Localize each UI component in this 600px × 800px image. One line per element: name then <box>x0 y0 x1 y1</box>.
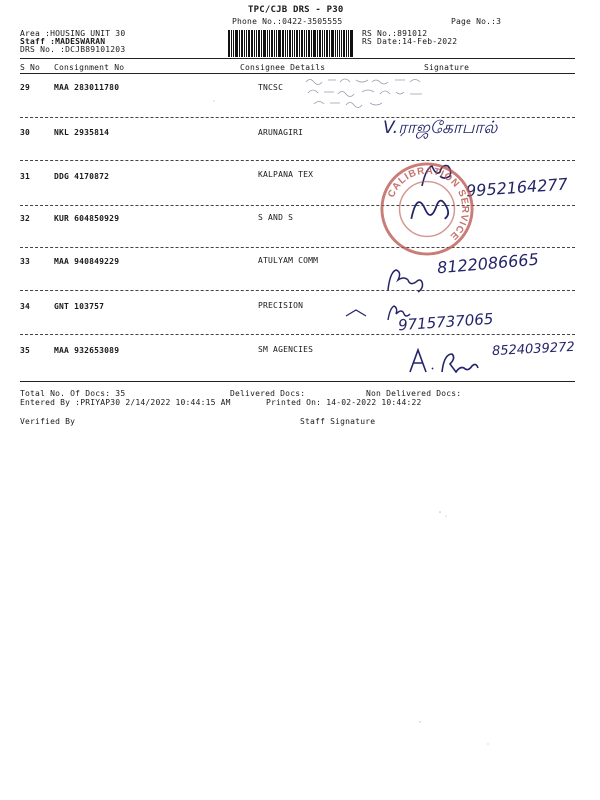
row-consignment: DDG 4170872 <box>54 172 110 181</box>
verified-by: Verified By <box>20 417 76 426</box>
stamp-text: CALIBRATION SERVICE <box>385 165 471 243</box>
drs-number: DRS No. :DCJB89101203 <box>20 45 126 54</box>
row-consignee: ATULYAM COMM <box>258 256 319 265</box>
handwritten-phone-row35: 8524039272 <box>491 339 576 360</box>
handwritten-phone-row31: 9952164277 <box>465 174 569 201</box>
row-sno: 32 <box>20 214 31 223</box>
entered-by: Entered By :PRIYAP30 2/14/2022 10:44:15 AM <box>20 398 231 407</box>
rs-number: RS No.:891012 <box>362 29 428 38</box>
column-sno: S No <box>20 63 41 72</box>
row-consignment: NKL 2935814 <box>54 128 110 137</box>
column-consignment: Consignment No <box>54 63 125 72</box>
column-consignee: Consignee Details <box>240 63 326 72</box>
row-sno: 30 <box>20 128 31 137</box>
total-docs: Total No. Of Docs: 35 <box>20 389 126 398</box>
row-consignee: TNCSC <box>258 83 284 92</box>
row-consignment: MAA 932653089 <box>54 346 120 355</box>
row-consignment: MAA 940849229 <box>54 257 120 266</box>
area-label: Area :HOUSING UNIT 30 <box>20 29 126 38</box>
row-sno: 35 <box>20 346 31 355</box>
printed-on: Printed On: 14-02-2022 10:44:22 <box>266 398 422 407</box>
row-sno: 29 <box>20 83 31 92</box>
delivered-docs: Delivered Docs: <box>230 389 306 398</box>
row-consignment: MAA 283011780 <box>54 83 120 92</box>
row-consignee: S AND S <box>258 213 294 222</box>
row-consignee: SM AGENCIES <box>258 345 314 354</box>
row-consignee: PRECISION <box>258 301 304 310</box>
handwritten-name-row30: V.ராஜகோபால் <box>383 118 498 138</box>
document-title: TPC/CJB DRS - P30 <box>248 5 344 15</box>
rs-date: RS Date:14-Feb-2022 <box>362 37 458 46</box>
staff-label: Staff :MADESWARAN <box>20 37 106 46</box>
row-consignee: KALPANA TEX <box>258 170 314 179</box>
row-consignee: ARUNAGIRI <box>258 128 304 137</box>
handwritten-phone-row33: 8122086665 <box>436 249 540 278</box>
row-sno: 34 <box>20 302 31 311</box>
row-sno: 31 <box>20 172 31 181</box>
page-number: Page No.:3 <box>451 17 502 26</box>
column-signature: Signature <box>424 63 470 72</box>
non-delivered-docs: Non Delivered Docs: <box>366 389 462 398</box>
staff-signature: Staff Signature <box>300 417 376 426</box>
row-sno: 33 <box>20 257 31 266</box>
row-consignment: KUR 604850929 <box>54 214 120 223</box>
row-consignment: GNT 103757 <box>54 302 105 311</box>
phone-number: Phone No.:0422-3505555 <box>232 17 343 26</box>
handwritten-phone-row34: 9715737065 <box>397 309 494 335</box>
